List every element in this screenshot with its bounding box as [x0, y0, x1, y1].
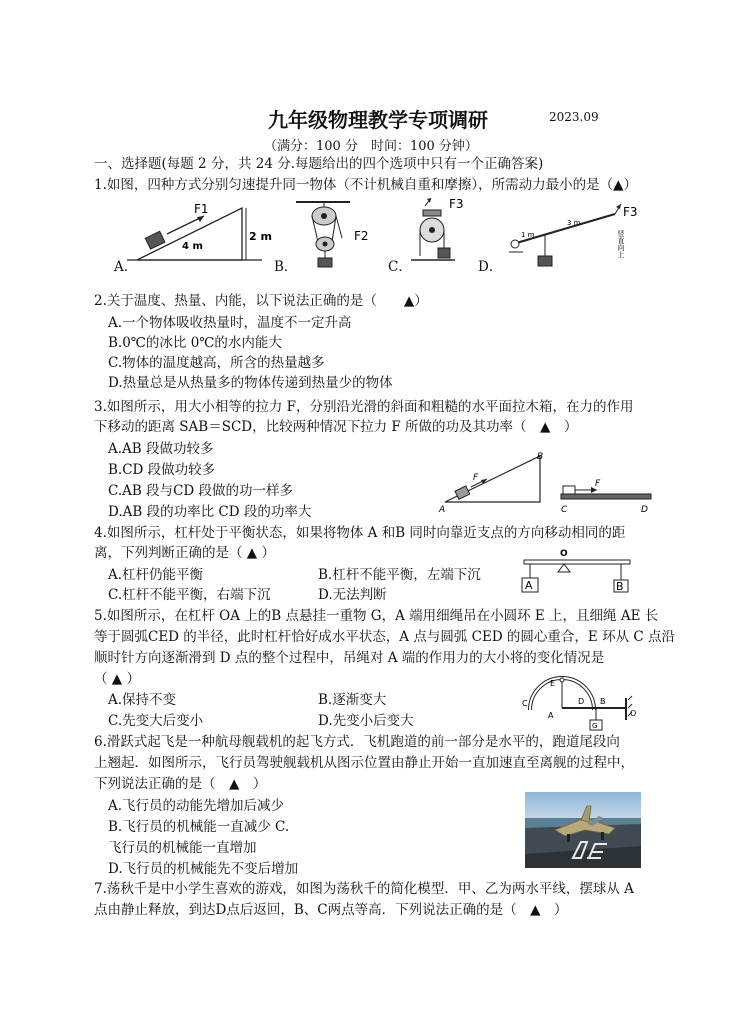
q3-option-d: D.AB 段的功率比 CD 段的功率大 [108, 504, 312, 520]
q1-option-b-label: B． [274, 259, 298, 275]
q1-option-c-label: C． [388, 259, 412, 275]
q5-fig-point-a: A [548, 711, 554, 720]
q4-stem-line1: 4.如图所示，杠杆处于平衡状态，如果将物体 A 和B 同时向靠近支点的方向移动相同的距 [94, 525, 626, 541]
q5-stem-line3: 顺时针方向逐渐滑到 D 点的整个过程中，吊绳对 A 端的作用力的大小将的变化情况是 [94, 650, 605, 666]
q1-option-d-label: D． [478, 259, 503, 275]
q4-option-b: B.杠杆不能平衡，左端下沉 [318, 567, 481, 583]
q4-fig-block-b: B [616, 580, 624, 593]
q6-option-b: B.飞行员的机械能一直减少 C. [108, 819, 290, 835]
q1-fig-c-force-label: F3 [449, 197, 464, 211]
q3-fig-label-c: C [561, 505, 568, 515]
q2-option-d: D.热量总是从热量多的物体传递到热量少的物体 [108, 375, 393, 391]
q1-figure-d-lever [505, 200, 675, 272]
q6-option-c: 飞行员的机械能一直增加 [108, 840, 257, 856]
q3-fig-label-d: D [641, 505, 648, 515]
q6-stem-line3: 下列说法正确的是（ ▲ ） [94, 776, 267, 792]
q5-stem-line2: 等于圆弧CED 的半径，此时杠杆恰好成水平状态，A 点与圆弧 CED 的圆心重合，E 环从 C 点沿 [94, 629, 675, 645]
q5-fig-pivot-o: O [630, 709, 637, 718]
q3-stem-line1: 3.如图所示，用大小相等的拉力 F，分别沿光滑的斜面和粗糙的水平面拉木箱，在力的作用 [94, 399, 634, 415]
q5-stem-line4: （ ▲ ） [94, 671, 140, 687]
q2-option-c: C.物体的温度越高，所含的热量越多 [108, 355, 325, 371]
q3-fig-force-label-1: F [473, 473, 479, 483]
q3-fig-force-label-2: F [595, 479, 601, 489]
score-time-subtitle: （满分：100 分 时间：100 分钟） [264, 139, 478, 154]
q5-stem-line1: 5.如图所示，在杠杆 OA 上的B 点悬挂一重物 G，A 端用细绳吊在小圆环 E 上，且细绳 AE 长 [94, 608, 659, 624]
q1-fig-d-len2-label: 3 m [567, 219, 581, 227]
q5-option-c: C.先变大后变小 [108, 713, 204, 729]
q4-stem-line2: 离，下列判断正确的是（ ▲ ） [94, 545, 275, 561]
q1-fig-a-force-label: F1 [194, 202, 209, 216]
q3-stem-line2: 下移动的距离 SAB＝SCD，比较两种情况下拉力 F 所做的功及其功率（ ▲ ） [94, 419, 578, 435]
page-title: 九年级物理教学专项调研 [268, 108, 488, 132]
q4-option-a: A.杠杆仍能平衡 [108, 567, 204, 583]
q5-option-a: A.保持不变 [108, 692, 177, 708]
q6-stem-line2: 上翘起．如图所示，飞行员驾驶舰载机从图示位置由静止开始一直加速直至离舰的过程中， [94, 755, 634, 771]
q5-fig-point-d: D [578, 697, 585, 706]
q4-option-c: C.杠杆不能平衡，右端下沉 [108, 587, 271, 603]
q5-fig-ring-label: E [550, 679, 556, 688]
q1-fig-d-len1-label: 1 m [521, 231, 535, 239]
q6-option-a: A.飞行员的动能先增加后减少 [108, 798, 285, 814]
q3-fig-label-a: A [439, 505, 446, 515]
q2-option-b: B.0℃的冰比 0℃的水内能大 [108, 335, 282, 351]
q1-figure-c-pulley [405, 196, 475, 268]
q1-fig-d-force-label: F3 [623, 205, 638, 219]
q3-option-b: B.CD 段做功较多 [108, 462, 216, 478]
q1-option-a-label: A. [114, 259, 129, 275]
q1-fig-b-force-label: F2 [354, 229, 369, 243]
q5-figure-arc-lever [520, 670, 640, 732]
q1-fig-a-height-label: 2 m [249, 230, 272, 243]
q4-option-d: D.无法判断 [318, 587, 387, 603]
q5-option-d: D.先变小后变大 [318, 713, 414, 729]
q5-fig-point-b: B [600, 697, 606, 706]
q4-fig-block-a: A [525, 579, 533, 592]
q1-figure-b-pulley-block [290, 198, 380, 270]
q7-stem-line2: 点由静止释放，到达D点后返回，B、C两点等高．下列说法正确的是（ ▲ ） [94, 902, 568, 918]
q2-stem: 2.关于温度、热量、内能，以下说法正确的是（ ▲） [94, 293, 428, 309]
q1-fig-d-direction-note: 竖直向上 [617, 230, 625, 258]
q1-figure-a-incline [112, 196, 272, 276]
q4-fig-fulcrum-label: O [560, 549, 568, 559]
q6-stem-line1: 6.滑跃式起飞是一种航母舰载机的起飞方式．飞机跑道的前一部分是水平的，跑道尾段向 [94, 734, 620, 750]
exam-date: 2023.09 [549, 110, 599, 124]
q5-option-b: B.逐渐变大 [318, 692, 387, 708]
q3-figure-incline-and-floor [435, 450, 655, 514]
q3-fig-label-b: B [537, 452, 544, 462]
q5-fig-point-c: C [522, 699, 528, 708]
q5-fig-weight-label: G [592, 722, 598, 730]
q3-option-a: A.AB 段做功较多 [108, 441, 214, 457]
section-heading: 一、选择题(每题 2 分，共 24 分.每题给出的四个选项中只有一个正确答案) [94, 156, 544, 172]
q6-option-d: D.飞行员的机械能先不变后增加 [108, 861, 299, 877]
q1-fig-a-slope-label: 4 m [182, 241, 203, 252]
q4-figure-lever [518, 546, 638, 598]
q3-option-c: C.AB 段与CD 段做的功一样多 [108, 483, 294, 499]
q1-stem: 1.如图，四种方式分别匀速提升同一物体（不计机械自重和摩擦），所需动力最小的是（▲） [94, 177, 638, 193]
q6-carrier-jet-photo [525, 792, 641, 868]
q7-stem-line1: 7.荡秋千是中小学生喜欢的游戏，如图为荡秋千的简化模型．甲、乙为两水平线，摆球从 A [94, 881, 634, 897]
q2-option-a: A.一个物体吸收热量时，温度不一定升高 [108, 315, 352, 331]
